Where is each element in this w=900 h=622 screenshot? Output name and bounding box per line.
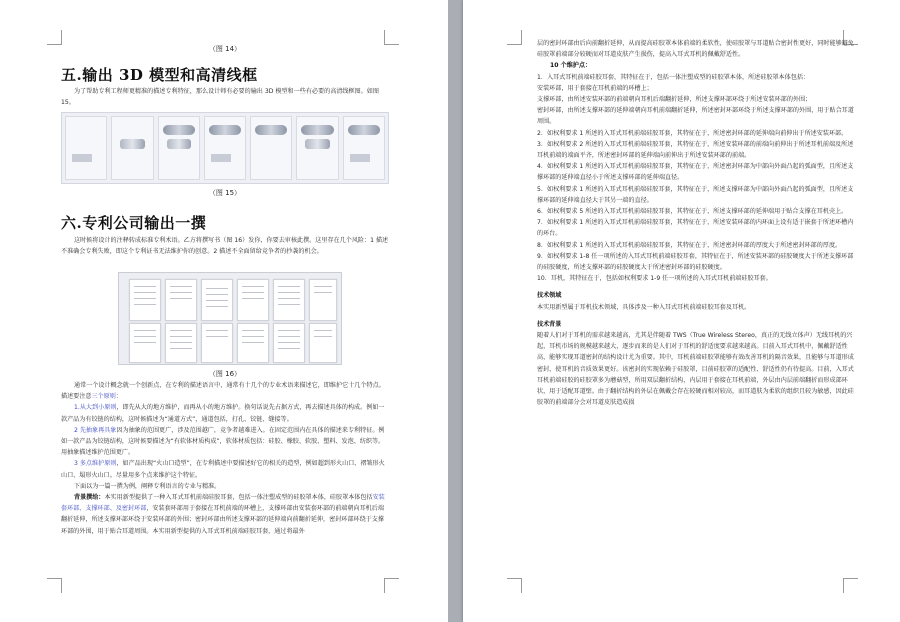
patent-doc-thumb <box>129 323 161 363</box>
principle-3-title[interactable]: 3 多点维护原则 <box>74 460 117 468</box>
claim-1: 1．入耳式耳机前端硅胶耳套，其特征在于，包括一体注塑成型的硅胶罩本体，所述硅胶罩本体包括： <box>537 73 810 81</box>
wireframe-thumb <box>204 116 246 180</box>
principles-intro: 通常一个设计概念就一个创新点，在专利的描述语言中，通常有十几个的专业术语来描述它，即维护它十几个特点。描述要注意 <box>61 382 385 401</box>
tech-field-text: 本实用新型属于耳机技术领域，具体涉及一种入耳式耳机前端硅胶耳套及耳机。 <box>537 303 751 311</box>
claim-8: 8．如权利要求 1 所述的入耳式耳机前端硅胶耳套，其特征在于，所述密封环部的厚度大于所述密封环部的厚度。 <box>537 241 842 249</box>
claim-2: 2．如权利要求 1 所述的入耳式耳机前端硅胶耳套，其特征在于，所述密封环部的延伸端向前伸出于所述安装环部。 <box>537 129 848 137</box>
principle-1-title[interactable]: 1.从大到小原则 <box>74 404 117 412</box>
wireframe-thumb <box>111 116 153 180</box>
background-text: 随着人们对于耳机的需求越来越高，尤其是伴随着 TWS（True Wireless Stereo，真正的无线立体声）无线耳机的兴起，耳机市场的规模越来越大，逐步而来的是人们对于耳机的舒适度要求越来越高。目前入耳式耳机中，佩戴舒适性高，能够实现耳道密封的结构设计尤为重要。其中，耳机前端硅胶罩能够有效改善耳机的隔音效果，且能够与耳道形成密封，使耳机的音质效果更好。该密封的实现依赖于硅胶罩，目前硅胶罩的适配性、舒适性仍有待提高。目前，入耳式耳机前端硅胶的硅胶罩多为蘑菇型，所用双层翻折结构，内层用于套接在耳机前端，外层由内层前端翻折而形成部环状，用于适配耳道壁。由于翻折结构的外层在佩戴会存在较硬而相对较高，而耳道肤为柔软的组织且较为敏感，因此硅胶罩的前端部分会对耳道皮肤造成损 <box>537 332 854 407</box>
abstract-label: 背景撰给： <box>74 494 105 502</box>
corner-mark-bottom-right <box>384 578 399 593</box>
patent-doc-thumb <box>237 323 269 363</box>
patent-doc-thumb <box>309 323 337 363</box>
corner-mark-bottom-left <box>507 578 522 593</box>
patent-doc-thumb <box>201 279 233 321</box>
principle-3-text: ，如产品出现“火山口造型”，在专利描述中要描述好它的相关的造型，例如超到形火山口、褶皱形火山口、塌形火山口。尽量用多个点来维护这个特征。 <box>61 460 385 479</box>
wireframe-thumb <box>296 116 338 180</box>
figure-16-image <box>118 272 342 365</box>
principles-text: 通常一个设计概念就一个创新点，在专利的描述语言中，通常有十几个的专业术语来描述它，即维护它十几个特点。描述要注意三个原则： 1.从大到小原则，即先从大的地方维护，而再从小的地方维护。换句话说先占据方式，再去描述具体的构成。例如一款产品为有铰链的结构，这时候描述为“通道方式”，通道包括，打孔、铰链、缝接等。 2 先抽象再具象因为抽象的范围更广，涉及范围越广，竞争者越难进入。在固定范围内在具体的描述来专利特征。例如一款产品为铰链结构，这时候要描述为“有软体材质构成”，软体材质包括：硅胶、橡胶、软胶、塑料、发泡、纺织等。用抽象描述维护范围更广。 3 多点维护原则，如产品出现“火山口造型”，在专利描述中要描述好它的相关的造型，例如超到形火山口、褶皱形火山口、塌形火山口。尽量用多个点来维护这个特征。 下面以为一篇一撰为例，阐释专利语言的专业与精准。 背景撰给：本实用新型提供了一种入耳式耳机前端硅胶耳套，包括一体注塑成型的硅胶罩本体，硅胶罩本体包括安装套环部、支撑环部、及密封环部，安装套环部用于套接在耳机前端的环槽上，支撑环部由安装套环部的前端朝向耳机后端翻折延伸，所述支撑环部环绕于安装环部的外围；密封环部由所述支撑环部的延伸端向前翻折延伸，密封环部环绕于支撑环部的外围，用于贴合耳道周围。本实用新型提供的入耳式耳机前端硅胶耳套，通过将最外 <box>61 380 389 537</box>
patent-doc-thumb <box>273 323 305 363</box>
claim-3: 3．如权利要求 2 所述的入耳式耳机前端硅胶耳套，其特征在于，所述安装环部的前端向前伸出于所述耳机前端及所述耳机前端的端面平齐，所述密封环部的延伸端向前伸出于所述安装环部的前端。 <box>537 140 854 160</box>
right-page-text <box>537 38 857 409</box>
principle-2-text: 因为抽象的范围更广，涉及范围越广，竞争者越难进入。在固定范围内在具体的描述来专利特征。例如一款产品为铰链结构，这时候要描述为“有软体材质构成”，软体材质包括：硅胶、橡胶、软胶、塑料、发泡、纺织等。用抽象描述维护范围更广。 <box>61 426 385 457</box>
section-6-body: 这时候将设计的注释转成标准专利术语。乙方将撰写书（图 16）发你，你要去审核此撰。这里存在几个风险：1 描述不准确会专利失败，即这个专利证书无法维护你的创意。2 描述不全面留给竞争者的抄袭的机会。 <box>61 237 389 256</box>
claim-5: 5．如权利要求 1 所述的入耳式耳机前端硅胶耳套，其特征在于，所述支撑环部为中部向外面凸起的弧面型，且所述支撑环部的延伸端直径大于其另一端的直径。 <box>537 185 854 204</box>
claims-heading: 10 个维护点： <box>550 62 592 70</box>
corner-mark-bottom-right <box>843 578 858 593</box>
patent-doc-thumb <box>237 279 269 321</box>
figure-15-image <box>61 112 389 184</box>
patent-doc-thumb <box>201 323 233 363</box>
abstract-text-continued: ，安装套环部用于套接在耳机前端的环槽上，支撑环部由安装套环部的前端朝向耳机后端翻折延伸，所述支撑环部环绕于安装环部的外围；密封环部由所述支撑环部的延伸端向前翻折延伸，密封环部环绕于支撑环部的外围，用于贴合耳道周围。本实用新型提供的入耳式耳机前端硅胶耳套，通过将最外 <box>61 505 384 535</box>
corner-mark-bottom-left <box>47 578 62 593</box>
principle-2-title[interactable]: 2 先抽象再具象 <box>74 426 117 434</box>
section-5-heading: 五.输出 3D 模型和高清线框 <box>61 66 258 84</box>
intro-paragraph: 层的密封环部由后向前翻折延伸，从而提高硅胶罩本体前端的柔软性，使硅胶罩与耳道贴合密封性更好，同时能够避免硅胶罩前端部分较硬而对耳道皮肤产生损伤，提高入耳式耳机的佩戴舒适性。 <box>537 40 854 59</box>
abstract-text: 本实用新型提供了一种入耳式耳机前端硅胶耳套，包括一体注塑成型的硅胶罩本体，硅胶罩本体包括 <box>104 494 373 502</box>
claim-1-part-b: 支撑环部，由所述安装环部的前端朝向耳机后端翻折延伸，所述支撑环部环绕于所述安装环部的外围； <box>537 96 812 104</box>
figure-15-caption: （图 15） <box>208 189 242 197</box>
claim-10: 10．耳机，其特征在于，包括如权利要求 1-9 任一项所述的入耳式耳机前端硅胶耳套。 <box>537 275 772 283</box>
claim-1-part-c: 密封环部，由所述支撑环部的延伸端朝向耳机前端翻折延伸，所述密封环部环绕于所述支撑环部的外围，用于贴合耳道周围。 <box>537 107 854 126</box>
claim-6: 6．如权利要求 5 所述的入耳式耳机前端硅胶耳套，其特征在于，所述支撑环部的延伸端用于贴合支撑在耳机壳上。 <box>537 208 848 216</box>
claim-7: 7．如权利要求 1 所述的入耳式耳机前端硅胶耳套，其特征在于，所述安装环部的内环面上设有适于嵌套于所述环槽内的环台。 <box>537 219 854 238</box>
principle-1-text: ，即先从大的地方维护，而再从小的地方维护。换句话说先占据方式，再去描述具体的构成。例如一款产品为有铰链的结构，这时候描述为“通道方式”，通道包括，打孔、铰链、缝接等。 <box>61 404 385 423</box>
figure-16-caption: （图 16） <box>208 370 242 378</box>
claim-1-part-a: 安装环部，用于套接在耳机前端的环槽上； <box>537 84 653 92</box>
claim-9: 9．如权利要求 1-8 任一项所述的入耳式耳机前端硅胶耳套，其特征在于，所述安装环部的硅胶硬度大于所述支撑环部的硅胶硬度，所述支撑环部的硅胶硬度大于所述密封环部的硅胶硬度。 <box>537 252 854 272</box>
patent-doc-thumb <box>129 279 161 321</box>
section-6-heading: 六.专利公司输出一撰 <box>61 214 207 232</box>
tech-field-heading: 技术领域 <box>537 292 562 300</box>
patent-doc-thumb <box>165 279 197 321</box>
left-page <box>0 0 448 622</box>
corner-mark-top-left <box>47 30 62 45</box>
patent-doc-thumb <box>309 279 337 321</box>
right-page <box>463 0 900 622</box>
patent-doc-thumb <box>273 279 305 321</box>
wireframe-thumb <box>65 116 107 180</box>
section-5-body: 为了帮助专利工程师更精准的描述专利特征，那么设计师有必要的输出 3D 模型和一些有必要的高清线框图。如图 15。 <box>61 88 379 107</box>
wireframe-thumb <box>158 116 200 180</box>
example-intro: 下面以为一篇一撰为例，阐释专利语言的专业与精准。 <box>74 482 221 490</box>
wireframe-thumb <box>250 116 292 180</box>
three-principles-link[interactable]: 三个原则 <box>91 393 116 401</box>
corner-mark-top-right <box>384 30 399 45</box>
background-heading: 技术背景 <box>537 320 562 328</box>
corner-mark-top-left <box>507 30 522 45</box>
patent-doc-thumb <box>165 323 197 363</box>
wireframe-thumb <box>343 116 385 180</box>
claim-4: 4．如权利要求 1 所述的入耳式耳机前端硅胶耳套，其特征在于，所述密封环部为中部向外面凸起的弧面型，且所述支撑环部的延伸端直径小于所述支撑环部的延伸端直径。 <box>537 163 854 182</box>
abstract-parts-link[interactable]: 安装套环部、支撑环部、及密封环部 <box>61 494 385 513</box>
figure-14-caption: （图 14） <box>208 45 242 53</box>
page-gap <box>448 0 463 622</box>
